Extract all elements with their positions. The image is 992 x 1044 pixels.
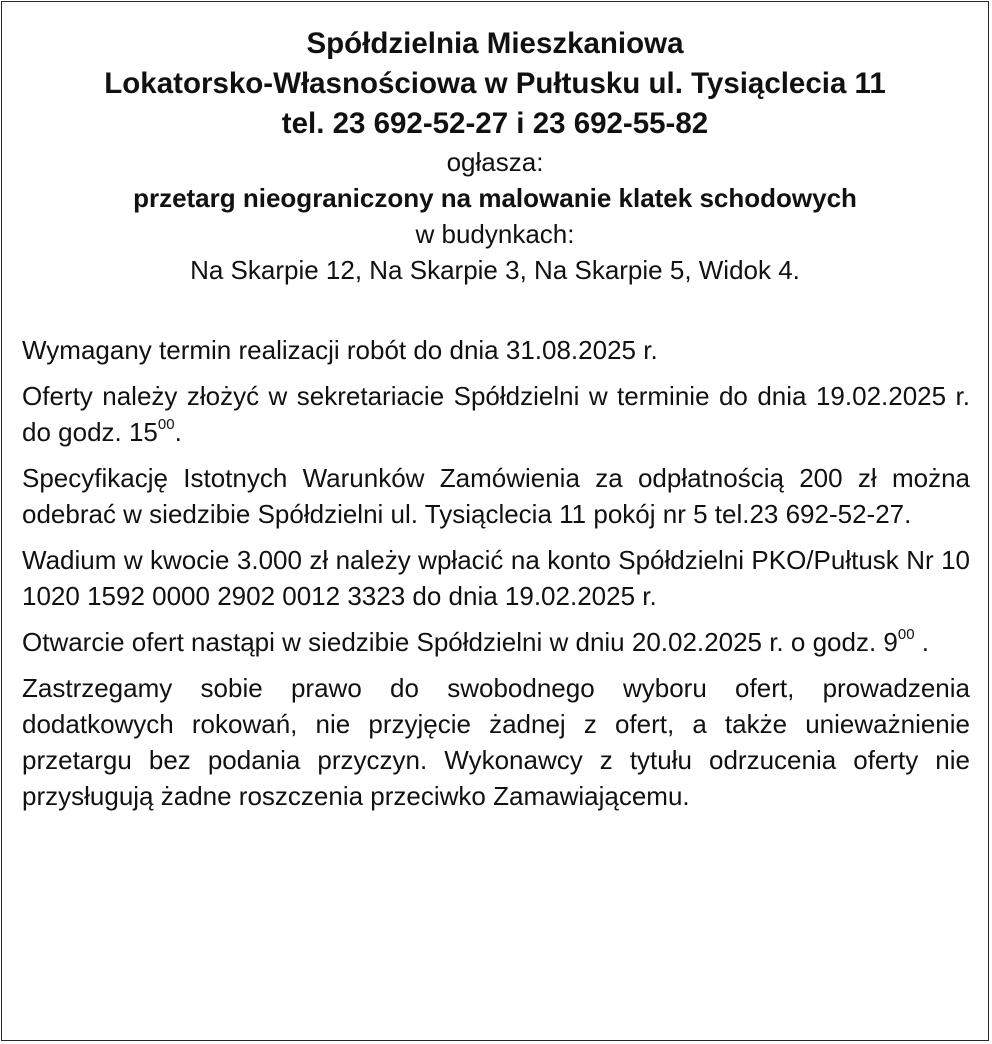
- offer-submission-minutes: 00: [157, 416, 175, 434]
- offer-opening: [22, 624, 970, 660]
- announcement-body: [22, 332, 970, 824]
- organization-phones: tel. 23 692-52-27 i 23 692-55-82: [281, 107, 709, 140]
- offer-opening-end: .: [914, 627, 929, 657]
- buildings-list: Na Skarpie 12, Na Skarpie 3, Na Skarpie 5, Widok 4.: [190, 255, 800, 285]
- offer-submission-text: Oferty należy złożyć w sekretariacie Spółdzielni w terminie do dnia 19.02.2025 r. do godz. 15: [22, 381, 970, 447]
- reservation-clause: Zastrzegamy sobie prawo do swobodnego wyboru ofert, prowadzenia dodatkowych rokowań, nie przyjęcie żadnej z ofert, a także unieważnienie przetargu bez podania przyczyn. Wykonawcy z tytułu odrzucenia oferty nie przysługują żadne roszczenia przeciwko Zamawiającemu.: [22, 673, 970, 811]
- specification-info: Specyfikację Istotnych Warunków Zamówienia za odpłatnością 200 zł można odebrać w siedzibie Spółdzielni ul. Tysiąclecia 11 pokój nr 5 tel.23 692-52-27.: [22, 463, 970, 529]
- completion-deadline: Wymagany termin realizacji robót do dnia 31.08.2025 r.: [22, 335, 658, 365]
- offer-submission-end: .: [174, 417, 182, 447]
- offer-opening-minutes: 00: [897, 626, 915, 644]
- offer-submission: [22, 378, 970, 450]
- tender-subject: przetarg nieograniczony na malowanie klatek schodowych: [133, 183, 857, 213]
- announcement-header: [2, 24, 988, 288]
- buildings-label: w budynkach:: [415, 219, 575, 249]
- organization-address: Lokatorsko-Własnościowa w Pułtusku ul. Tysiąclecia 11: [104, 67, 886, 100]
- deposit-info: Wadium w kwocie 3.000 zł należy wpłacić na konto Spółdzielni PKO/Pułtusk Nr 10 1020 1592 0000 2902 0012 3323 do dnia 19.02.2025 r.: [22, 545, 970, 611]
- organization-name: Spółdzielnia Mieszkaniowa: [306, 27, 684, 60]
- announcement-frame: [1, 1, 989, 1041]
- offer-opening-text: Otwarcie ofert nastąpi w siedzibie Spółdzielni w dniu 20.02.2025 r. o godz. 9: [22, 627, 898, 657]
- announces-label: ogłasza:: [446, 147, 544, 177]
